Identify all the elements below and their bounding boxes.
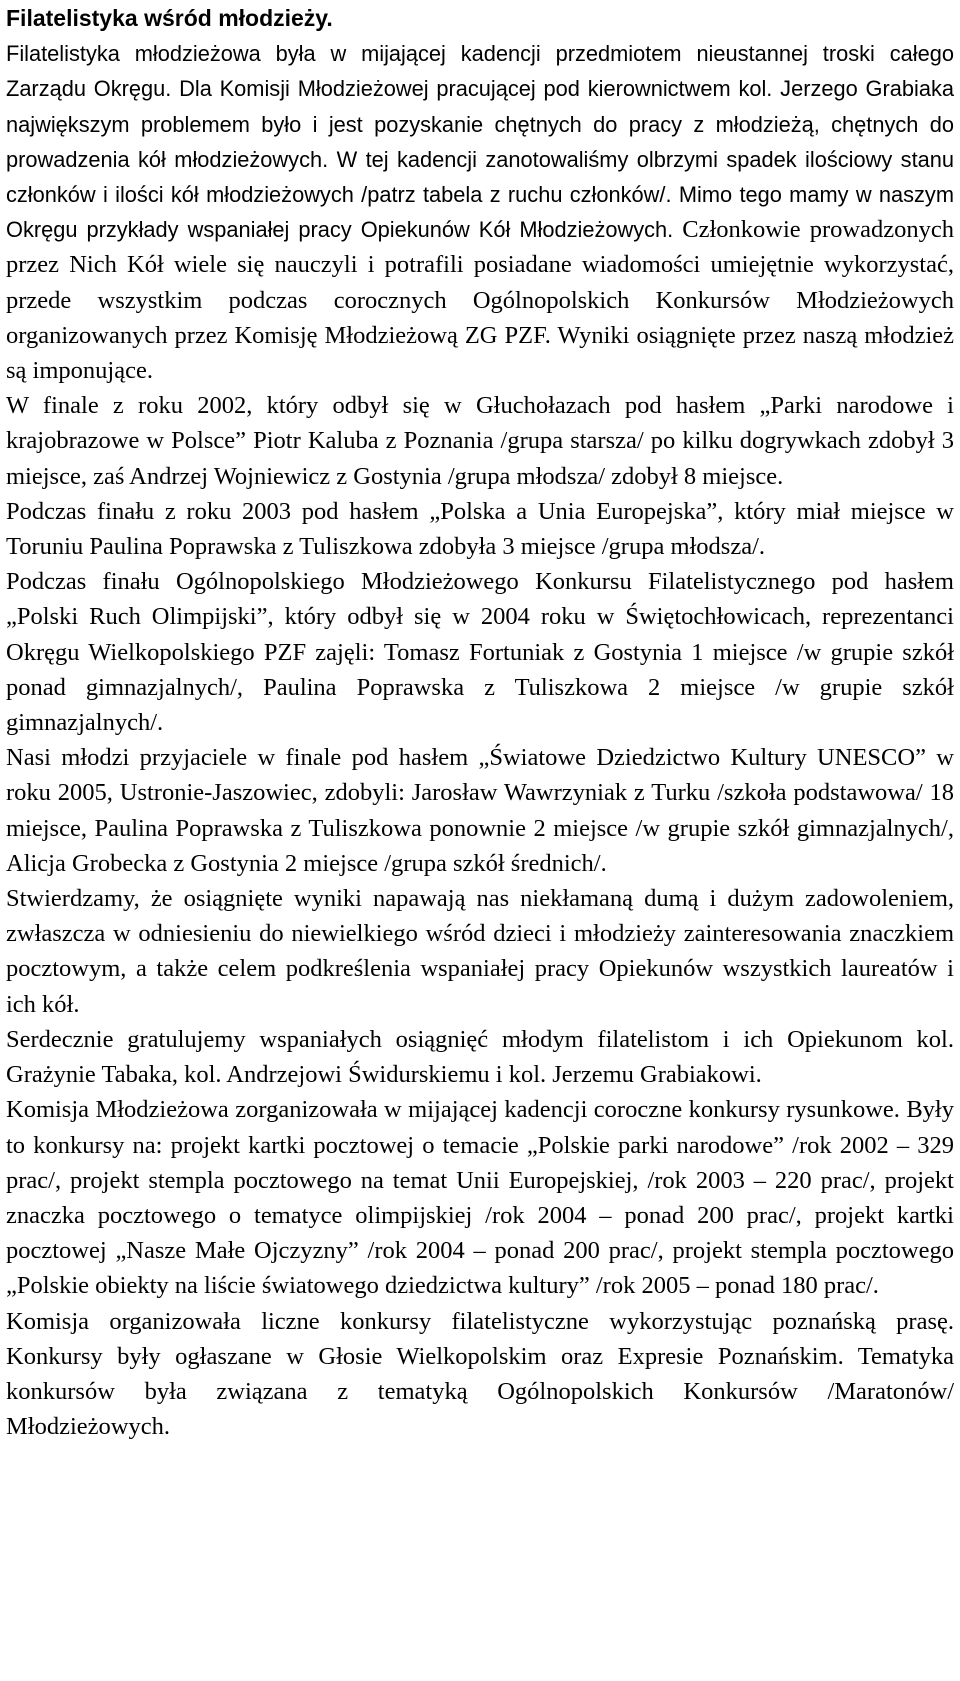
paragraph-final-2003: Podczas finału z roku 2003 pod hasłem „Polska a Unia Europejska”, który miał miejsce w Toruniu Paulina Poprawska z Tuliszkowa zdobyła 3 miejsce /grupa młodsza/.: [6, 497, 954, 561]
paragraph-final-2005: Nasi młodzi przyjaciele w finale pod hasłem „Światowe Dziedzictwo Kultury UNESCO” w roku 2005, Ustronie-Jaszowiec, zdobyli: Jarosław Wawrzyniak z Turku /szkoła podstawowa/ 18 miejsce, Paulina Poprawska z Tuliszkowa ponownie 2 miejsce /w grupie szkół gimnazjalnych/, Alicja Grobecka z Gostynia 2 miejsce /grupa szkół średnich/.: [6, 744, 954, 877]
paragraph-press-contests: Komisja organizowała liczne konkursy filatelistyczne wykorzystując poznańską prasę. Konkursy były ogłaszane w Głosie Wielkopolskim oraz Expresie Poznańskim. Tematyka konkursów była związana z tematyką Ogólnopolskich Konkursów /Maratonów/ Młodzieżowych.: [6, 1307, 954, 1441]
paragraph-youth-philately-sans-part-2: Mimo tego mamy w naszym Okręgu przykłady wspaniałej pracy Opiekunów Kół Młodzieżowych.: [6, 182, 954, 243]
paragraph-youth-philately-sans-part-1: Filatelistyka młodzieżowa była w mijającej kadencji przedmiotem nieustannej troski całego Zarządu Okręgu. Dla Komisji Młodzieżowej pracującej pod kierownictwem kol. Jerzego Grabiaka największym problemem było i jest pozyskanie chętnych do pracy z młodzieżą, chętnych do prowadzenia kół młodzieżowych. W tej kadencji zanotowaliśmy olbrzymi spadek ilościowy stanu członków i ilości kół młodzieżowych /patrz tabela z ruchu członków/.: [6, 41, 954, 208]
paragraph-youth-philately-serif-tail: Członkowie prowadzonych przez Nich Kół wiele się nauczyli i potrafili posiadane wiadomości umiejętnie wykorzystać, przede wszystkim podczas corocznych Ogólnopolskich Konkursów Młodzieżowych organizowanych przez Komisję Młodzieżową ZG PZF. Wyniki osiągnięte przez naszą młodzież są imponujące.: [6, 216, 955, 385]
paragraph-final-2002: W finale z roku 2002, który odbył się w Głuchołazach pod hasłem „Parki narodowe i krajobrazowe w Polsce” Piotr Kaluba z Poznania /grupa starsza/ po kilku dogrywkach zdobył 3 miejsce, zaś Andrzej Wojniewicz z Gostynia /grupa młodsza/ zdobył 8 miejsce.: [6, 392, 954, 490]
paragraph-youth-philately: [6, 36, 954, 388]
paragraph-congratulations: Serdecznie gratulujemy wspaniałych osiągnięć młodym filatelistom i ich Opiekunom kol. Grażynie Tabaka, kol. Andrzejowi Świdurskiemu i kol. Jerzemu Grabiakowi.: [6, 1025, 954, 1089]
paragraph-results-pride: Stwierdzamy, że osiągnięte wyniki napawają nas niekłamaną dumą i dużym zadowoleniem, zwłaszcza w odniesieniu do niewielkiego wśród dzieci i młodzieży zainteresowania znaczkiem pocztowym, a także celem podkreślenia wspaniałej pracy Opiekunów wszystkich laureatów i ich kół.: [6, 885, 954, 1018]
document-heading: Filatelistyka wśród młodzieży.: [6, 5, 333, 31]
paragraph-drawing-contests: Komisja Młodzieżowa zorganizowała w mijającej kadencji coroczne konkursy rysunkowe. Były to konkursy na: projekt kartki pocztowej o temacie „Polskie parki narodowe” /rok 2002 – 329 prac/, projekt stempla pocztowego na temat Unii Europejskiej, /rok 2003 – 220 prac/, projekt znaczka pocztowego o tematyce olimpijskiej /rok 2004 – ponad 200 prac/, projekt kartki pocztowej „Nasze Małe Ojczyzny” /rok 2004 – ponad 200 prac/, projekt stempla pocztowego „Polskie obiekty na liście światowego dziedzictwa kultury” /rok 2005 – ponad 180 prac/.: [6, 1096, 954, 1300]
paragraph-final-2004: Podczas finału Ogólnopolskiego Młodzieżowego Konkursu Filatelistycznego pod hasłem „Polski Ruch Olimpijski”, który odbył się w 2004 roku w Świętochłowicach, reprezentanci Okręgu Wielkopolskiego PZF zajęli: Tomasz Fortuniak z Gostynia 1 miejsce /w grupie szkół ponad gimnazjalnych/, Paulina Poprawska z Tuliszkowa 2 miejsce /w grupie szkół gimnazjalnych/.: [6, 568, 954, 737]
